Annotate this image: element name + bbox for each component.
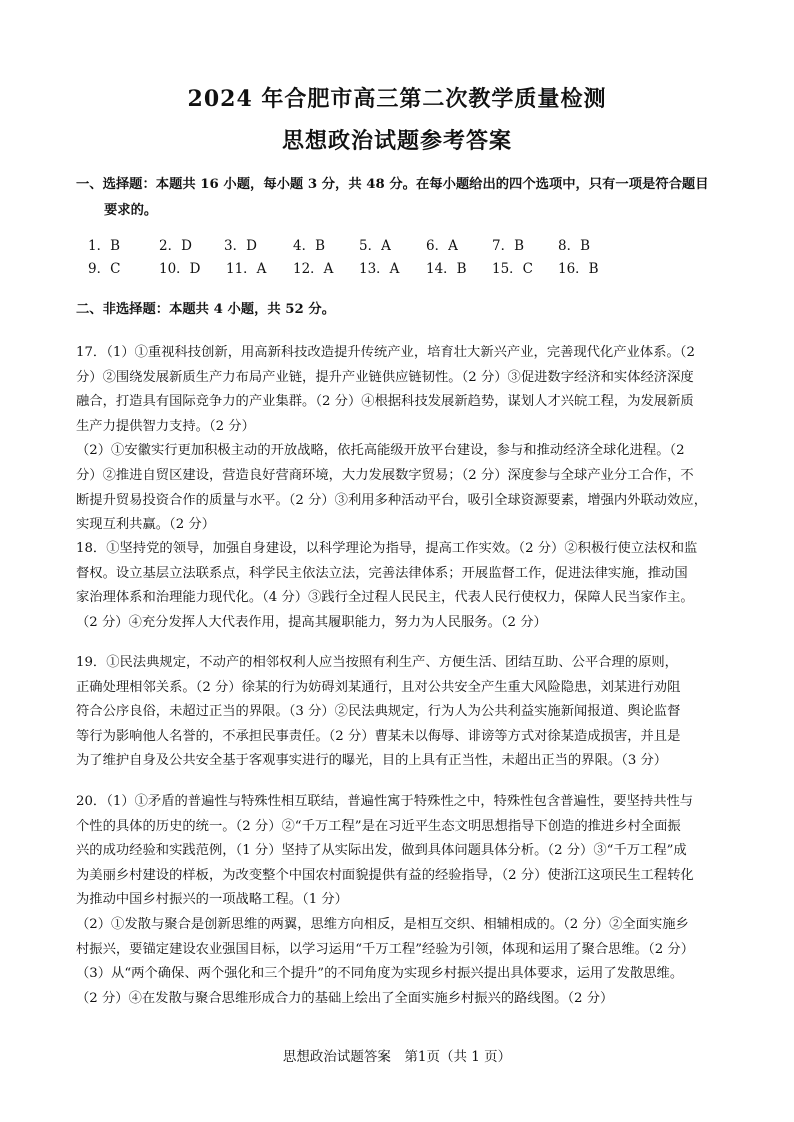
- section-choice-line-1: 一、选择题：本题共 16 小题，每小题 3 分，共 48 分。在每小题给出的四个选项中，只有一项是符合题目: [76, 177, 709, 192]
- q19-line: 等行为影响他人名誉的，不承担民事责任。（2 分）曹某未以侮辱、诽谤等方式对徐某造成损害，并且是: [76, 728, 681, 744]
- q20-line: 个性的具体的历史的统一。（2 分）②“千万工程”是在习近平生态文明思想指导下创造的推进乡村全面振: [76, 818, 681, 834]
- q17-line: 实现互利共赢。（2 分）: [76, 517, 216, 533]
- q18-line: 18．①坚持党的领导，加强自身建设，以科学理论为指导，提高工作实效。（2 分）②积极行使立法权和监: [76, 541, 698, 556]
- answer-item: 11．A: [226, 261, 267, 277]
- answer-item: 6．A: [426, 238, 458, 254]
- answer-item: 2．D: [159, 238, 192, 254]
- answer-item: 14．B: [426, 261, 467, 277]
- section-choice-line-2: 要求的。: [104, 203, 158, 218]
- answer-item: 3．D: [224, 238, 257, 254]
- answer-item: 9．C: [88, 261, 121, 277]
- q17-line: 生产力提供智力支持。（2 分）: [76, 418, 255, 434]
- page-footer: 思想政治试题答案 第1页（共 1 页）: [282, 1049, 512, 1065]
- answer-item: 10．D: [159, 261, 201, 277]
- answer-item: 15．C: [492, 261, 534, 277]
- answer-item: 1．B: [88, 238, 121, 254]
- q18-line: （2 分）④充分发挥人大代表作用，提高其履职能力，努力为人民服务。（2 分）: [76, 614, 547, 630]
- question-18-answer: [76, 537, 728, 635]
- q20-line: （2 分）④在发散与聚合思维形成合力的基础上绘出了全面实施乡村振兴的路线图。（2 分）: [76, 990, 614, 1006]
- answer-item: 12．A: [293, 261, 334, 277]
- q20-line: 兴的成功经验和实践范例，（1 分）坚持了从实际出发，做到具体问题具体分析。（2 分）③“千万工程”成: [76, 843, 687, 859]
- q17-line: 融合，打造具有国际竞争力的产业集群。（2 分）④根据科技发展新趋势，谋划人才兴皖工程，为发展新质: [76, 394, 694, 410]
- answer-item: 7．B: [492, 238, 525, 254]
- q19-line: 为了维护自身及公共安全基于客观事实进行的曝光，目的上具有正当性，未超出正当的界限。（3 分）: [76, 753, 668, 769]
- q19-line: 符合公序良俗，未超过正当的界限。（3 分）②民法典规定，行为人为公共利益实施新闻报道、舆论监督: [76, 704, 681, 720]
- answer-item: 13．A: [359, 261, 400, 277]
- q20-line: （3）从“两个确保、两个强化和三个提升”的不同角度为实现乡村振兴提出具体要求，运用了发散思维。: [76, 966, 684, 982]
- q20-line: 村振兴，要锚定建设农业强国目标，以学习运用“千万工程”经验为引领，体现和运用了聚合思维。（2 分）: [76, 941, 694, 957]
- answer-item: 16．B: [558, 261, 599, 277]
- answer-item: 5．A: [359, 238, 391, 254]
- question-20-answer: [76, 790, 728, 1011]
- q20-line: 20．（1）①矛盾的普遍性与特殊性相互联结，普遍性寓于特殊性之中，特殊性包含普遍性，要坚持共性与: [76, 794, 694, 809]
- q17-line: （2）①安徽实行更加积极主动的开放战略，依托高能级开放平台建设，参与和推动经济全球化进程。（2: [76, 443, 685, 459]
- q20-line: （2）①发散与聚合是创新思维的两翼，思维方向相反，是相互交织、相辅相成的。（2 分）②全面实施乡: [76, 916, 689, 932]
- q17-line: 断提升贸易投资合作的质量与水平。（2 分）③利用多种活动平台，吸引全球资源要素，增强内外联动效应，: [76, 492, 707, 508]
- section-choice-heading: [76, 172, 726, 224]
- q19-line: 正确处理相邻关系。（2 分）徐某的行为妨碍刘某通行，且对公共安全产生重大风险隐患，刘某进行劝阻: [76, 679, 681, 695]
- q19-line: 19．①民法典规定，不动产的相邻权利人应当按照有利生产、方便生活、团结互助、公平合理的原则，: [76, 655, 678, 670]
- q20-line: 为美丽乡村建设的样板，为改变整个中国农村面貌提供有益的经验指导，（2 分）使浙江这项民生工程转化: [76, 867, 694, 883]
- answer-item: 8．B: [558, 238, 591, 254]
- q20-line: 为推动中国乡村振兴的一项战略工程。（1 分）: [76, 892, 348, 908]
- q17-line: 17．（1）①重视科技创新，用高新科技改造提升传统产业，培育壮大新兴产业，完善现代化产业体系。（2: [76, 345, 695, 360]
- question-19-answer: [76, 651, 728, 774]
- page-title: 2024 年合肥市高三第二次教学质量检测: [187, 86, 607, 112]
- q17-line: 分）②围绕发展新质生产力布局产业链，提升产业链供应链韧性。（2 分）③促进数字经济和实体经济深度: [76, 369, 694, 385]
- q17-line: 分）②推进自贸区建设，营造良好营商环境，大力发展数字贸易；（2 分）深度参与全球产业分工合作，不: [76, 467, 694, 483]
- page-subtitle: 思想政治试题参考答案: [281, 128, 512, 154]
- q18-line: 督权。设立基层立法联系点，科学民主依法立法，完善法律体系；开展监督工作，促进法律实施，推动国: [76, 565, 688, 581]
- q18-line: 家治理体系和治理能力现代化。（4 分）③践行全过程人民民主，代表人民行使权力，保障人民当家作主。: [76, 590, 694, 606]
- section-essay-heading: 二、非选择题：本题共 4 小题，共 52 分。: [76, 302, 336, 317]
- answer-item: 4．B: [293, 238, 326, 254]
- question-17-answer: [76, 341, 728, 538]
